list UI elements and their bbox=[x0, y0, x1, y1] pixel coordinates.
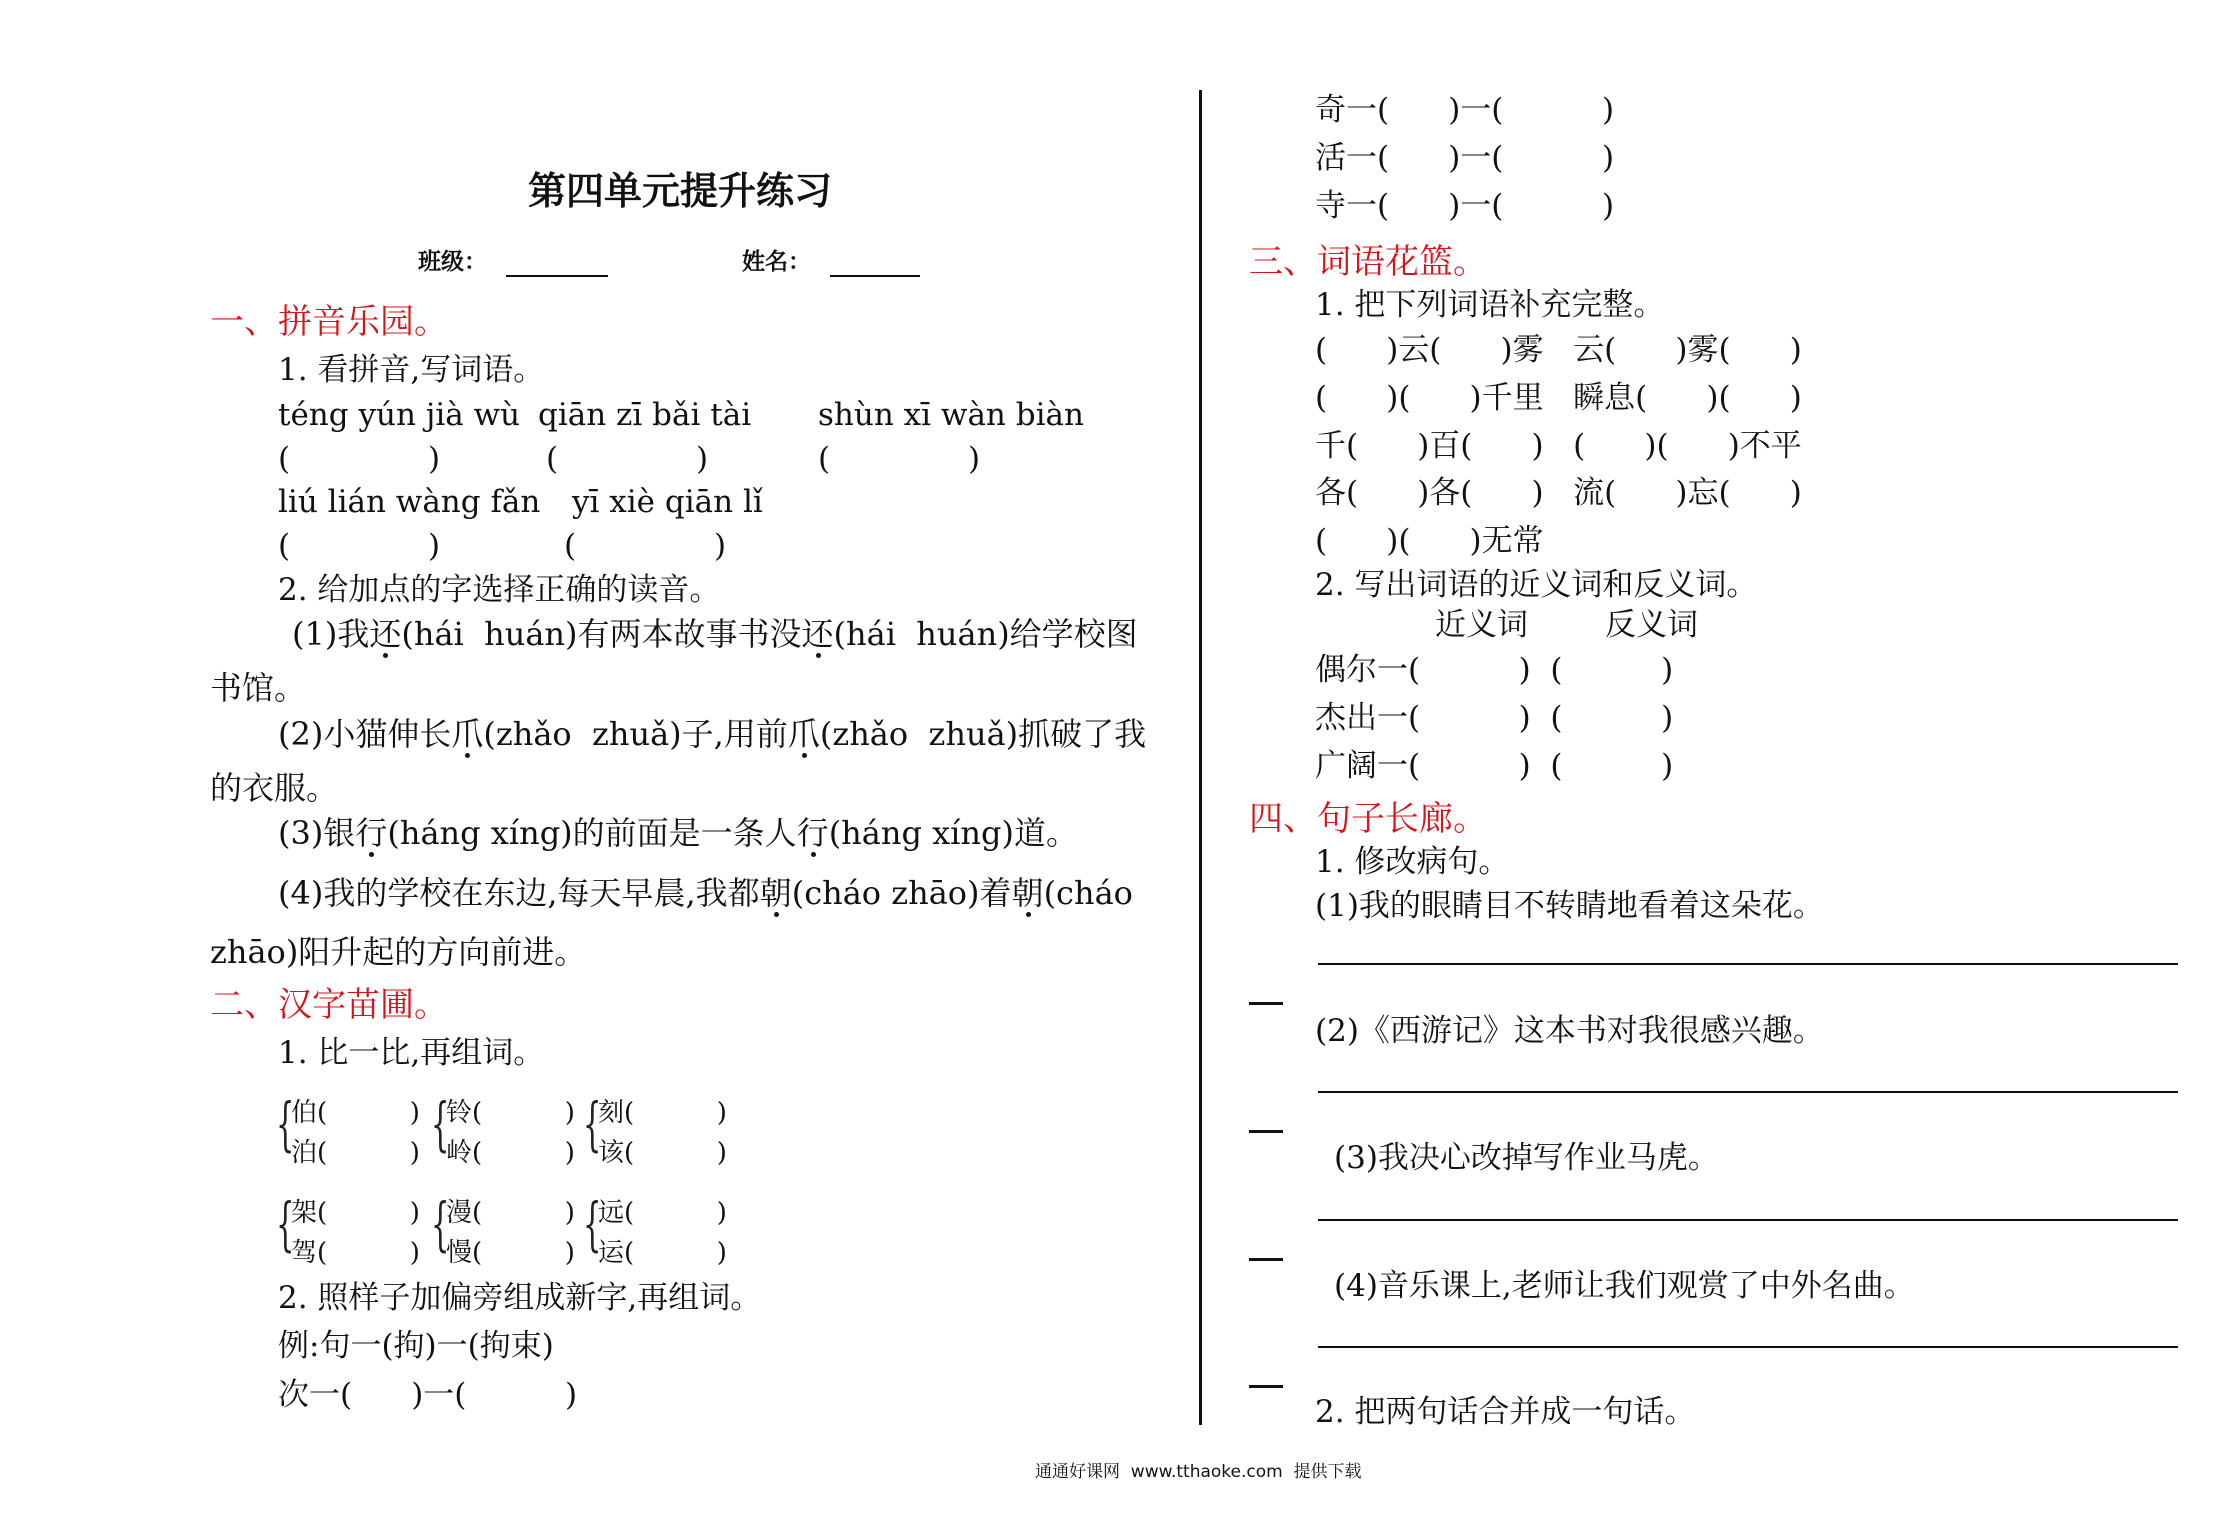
answer-line-start bbox=[1249, 1130, 1283, 1133]
section-heading-sentences: 四、句子长廊。 bbox=[1249, 799, 1487, 839]
question-3-1: 1. 把下列词语补充完整。 bbox=[1315, 287, 1665, 323]
question-2-2: 2. 照样子加偏旁组成新字,再组词。 bbox=[278, 1280, 762, 1316]
reading-item-1: (1)我还(hái huán)有两本故事书没还(hái huán)给学校图 bbox=[292, 615, 1138, 653]
column-header-antonym: 反义词 bbox=[1605, 607, 1698, 643]
answer-blank[interactable]: ( ) bbox=[278, 441, 441, 477]
example-line: 例:句一(拘)一(拘束) bbox=[278, 1328, 554, 1364]
answer-line[interactable] bbox=[1318, 1091, 2178, 1093]
brace: { bbox=[276, 1190, 295, 1258]
page-footer: 通通好课网 www.tthaoke.com 提供下载 bbox=[1035, 1462, 1362, 1482]
answer-line-start bbox=[1249, 1385, 1283, 1388]
radical-item[interactable]: 次一( )一( ) bbox=[278, 1377, 578, 1413]
reading-item-4: (4)我的学校在东边,每天早晨,我都朝(cháo zhāo)着朝(cháo bbox=[278, 874, 1133, 912]
faulty-sentence: (2)《西游记》这本书对我很感兴趣。 bbox=[1315, 1013, 1824, 1049]
brace: { bbox=[431, 1090, 450, 1158]
faulty-sentence: (1)我的眼睛目不转睛地看着这朵花。 bbox=[1315, 888, 1824, 924]
compare-char-item[interactable]: 伯( ) bbox=[291, 1098, 420, 1128]
page-title: 第四单元提升练习 bbox=[528, 169, 833, 213]
answer-blank[interactable]: ( ) bbox=[564, 528, 727, 564]
answer-line[interactable] bbox=[1318, 1219, 2178, 1221]
radical-item[interactable]: 奇一( )一( ) bbox=[1315, 92, 1615, 128]
reading-item-2: (2)小猫伸长爪(zhǎo zhuǎ)子,用前爪(zhǎo zhuǎ)抓破了我 bbox=[278, 715, 1147, 753]
compare-char-item[interactable]: 铃( ) bbox=[446, 1098, 575, 1128]
reading-item-4-cont: zhāo)阳升起的方向前进。 bbox=[210, 933, 587, 971]
answer-blank[interactable]: ( ) bbox=[818, 441, 981, 477]
answer-blank[interactable]: ( ) bbox=[278, 528, 441, 564]
compare-char-item[interactable]: 刻( ) bbox=[598, 1098, 727, 1128]
idiom-row[interactable]: 各( )各( ) 流( )忘( ) bbox=[1315, 475, 1802, 511]
compare-char-item[interactable]: 远( ) bbox=[598, 1198, 727, 1228]
answer-blank[interactable]: ( ) bbox=[546, 441, 709, 477]
answer-line-start bbox=[1249, 1258, 1283, 1261]
column-header-synonym: 近义词 bbox=[1435, 607, 1528, 643]
column-divider bbox=[1199, 90, 1202, 1425]
answer-line-start bbox=[1249, 1002, 1283, 1005]
faulty-sentence: (3)我决心改掉写作业马虎。 bbox=[1334, 1140, 1719, 1176]
compare-char-item[interactable]: 该( ) bbox=[598, 1138, 727, 1168]
class-field[interactable] bbox=[506, 275, 608, 277]
pinyin-item: téng yún jià wù bbox=[278, 397, 521, 433]
question-1-2: 2. 给加点的字选择正确的读音。 bbox=[278, 572, 721, 608]
name-label: 姓名： bbox=[742, 248, 811, 275]
question-1-1: 1. 看拼音,写词语。 bbox=[278, 352, 545, 388]
compare-char-item[interactable]: 泊( ) bbox=[291, 1138, 420, 1168]
synonym-antonym-item[interactable]: 杰出一( ) ( ) bbox=[1315, 700, 1674, 736]
idiom-row[interactable]: 千( )百( ) ( )( )不平 bbox=[1315, 428, 1802, 464]
faulty-sentence: (4)音乐课上,老师让我们观赏了中外名曲。 bbox=[1334, 1268, 1915, 1304]
compare-char-item[interactable]: 架( ) bbox=[291, 1198, 420, 1228]
reading-item-3: (3)银行(háng xíng)的前面是一条人行(háng xíng)道。 bbox=[278, 814, 1078, 852]
brace: { bbox=[276, 1090, 295, 1158]
compare-char-item[interactable]: 驾( ) bbox=[291, 1238, 420, 1268]
compare-char-item[interactable]: 运( ) bbox=[598, 1238, 727, 1268]
question-4-2: 2. 把两句话合并成一句话。 bbox=[1315, 1394, 1696, 1430]
compare-char-item[interactable]: 慢( ) bbox=[446, 1238, 575, 1268]
answer-line[interactable] bbox=[1318, 963, 2178, 965]
question-2-1: 1. 比一比,再组词。 bbox=[278, 1035, 545, 1071]
reading-item-2-cont: 的衣服。 bbox=[210, 769, 339, 807]
idiom-row[interactable]: ( )( )千里 瞬息( )( ) bbox=[1315, 380, 1802, 416]
pinyin-item: yī xiè qiān lǐ bbox=[572, 484, 763, 520]
synonym-antonym-item[interactable]: 广阔一( ) ( ) bbox=[1315, 748, 1674, 784]
compare-char-item[interactable]: 岭( ) bbox=[446, 1138, 575, 1168]
idiom-row[interactable]: ( )云( )雾 云( )雾( ) bbox=[1315, 332, 1802, 368]
question-3-2: 2. 写出词语的近义词和反义词。 bbox=[1315, 567, 1758, 603]
answer-line[interactable] bbox=[1318, 1346, 2178, 1348]
section-heading-words: 三、词语花篮。 bbox=[1249, 242, 1487, 282]
brace: { bbox=[583, 1090, 602, 1158]
radical-item[interactable]: 寺一( )一( ) bbox=[1315, 188, 1615, 224]
question-4-1: 1. 修改病句。 bbox=[1315, 844, 1510, 880]
pinyin-item: shùn xī wàn biàn bbox=[818, 397, 1084, 433]
brace: { bbox=[583, 1190, 602, 1258]
class-label: 班级： bbox=[418, 248, 487, 275]
section-heading-hanzi: 二、汉字苗圃。 bbox=[210, 985, 448, 1025]
brace: { bbox=[431, 1190, 450, 1258]
idiom-row[interactable]: ( )( )无常 bbox=[1315, 523, 1544, 559]
reading-item-1-cont: 书馆。 bbox=[210, 669, 307, 707]
radical-item[interactable]: 活一( )一( ) bbox=[1315, 140, 1615, 176]
compare-char-item[interactable]: 漫( ) bbox=[446, 1198, 575, 1228]
section-heading-pinyin: 一、拼音乐园。 bbox=[210, 302, 448, 342]
pinyin-item: qiān zī bǎi tài bbox=[538, 397, 752, 433]
synonym-antonym-item[interactable]: 偶尔一( ) ( ) bbox=[1315, 652, 1674, 688]
pinyin-item: liú lián wàng fǎn bbox=[278, 484, 541, 520]
name-field[interactable] bbox=[830, 275, 920, 277]
